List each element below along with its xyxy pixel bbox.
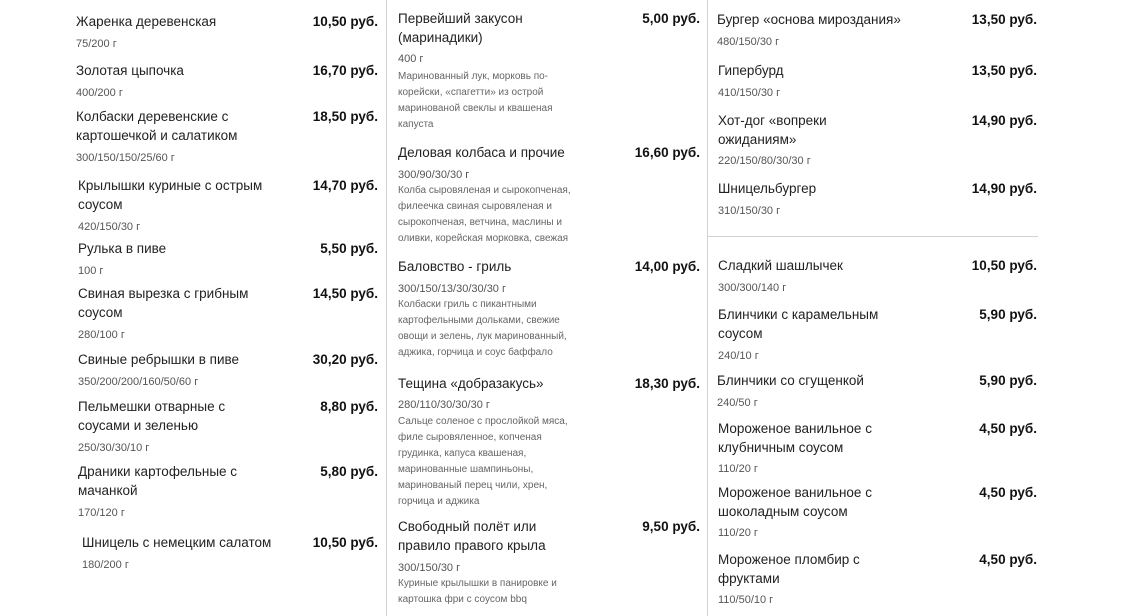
menu-item-weight: 300/90/30/30 г	[398, 169, 470, 181]
menu-item-name	[718, 111, 938, 149]
menu-item-name-line: шоколадным соусом	[718, 504, 848, 519]
menu-item-name	[78, 284, 272, 322]
menu-item-name-line: Свиная вырезка с грибным	[78, 286, 249, 301]
menu-item-price: 14,90 руб.	[971, 113, 1037, 128]
menu-item-weight: 300/150/13/30/30/30 г	[398, 283, 506, 295]
menu-item-price: 10,50 руб.	[312, 535, 378, 550]
menu-item-name	[78, 397, 272, 435]
menu-item-name	[82, 533, 276, 552]
menu-item-name-line: Баловство - гриль	[398, 259, 512, 274]
menu-item-name-line: Колбаски деревенские с	[76, 109, 229, 124]
menu-item-description-line: корейски, «спагетти» из острой	[398, 87, 544, 98]
menu-item-name-line: соусом	[78, 305, 123, 320]
menu-item-name	[398, 517, 598, 555]
menu-item-description-line: Колба сыровяленая и сырокопченая,	[398, 185, 571, 196]
menu-item-description-line: Сальце соленое с прослойкой мяса,	[398, 416, 568, 427]
menu-item-description-line: филе сыровяленное, копченая	[398, 432, 542, 443]
menu-item-price: 5,00 руб.	[642, 11, 700, 26]
menu-item-name-line: фруктами	[718, 571, 780, 586]
menu-item-weight: 240/50 г	[717, 397, 758, 409]
menu-item-name-line: (маринадики)	[398, 30, 483, 45]
menu-item-name	[78, 176, 272, 214]
menu-item-description	[398, 414, 568, 510]
menu-item-name-line: Мороженое ванильное с	[718, 485, 872, 500]
menu-item-description-line: филеечка свиная сыровяленая и	[398, 201, 552, 212]
menu-item-price: 18,50 руб.	[312, 109, 378, 124]
menu-item-price: 30,20 руб.	[312, 352, 378, 367]
menu-item-name-line: клубничным соусом	[718, 440, 844, 455]
menu-item-weight: 300/150/150/25/60 г	[76, 152, 175, 164]
menu-item-name	[78, 239, 272, 258]
menu-item-weight: 280/110/30/30/30 г	[398, 399, 490, 411]
menu-item-weight: 110/50/10 г	[718, 594, 774, 606]
menu-item-name	[398, 257, 598, 276]
menu-item-price: 4,50 руб.	[979, 421, 1037, 436]
column-divider	[386, 0, 387, 616]
menu-item-description-line: горчица и аджика	[398, 496, 480, 507]
menu-item-name-line: Драники картофельные с	[78, 464, 238, 479]
menu-item-description-line: аджика, горчица и соус баффало	[398, 347, 553, 358]
menu-item-weight: 350/200/200/160/50/60 г	[78, 376, 199, 388]
menu-item-name-line: Пельмешки отварные с	[78, 399, 226, 414]
menu-item-name	[76, 61, 270, 80]
menu-item-name-line: Рулька в пиве	[78, 241, 167, 256]
menu-item-weight: 300/150/30 г	[398, 562, 461, 574]
menu-item-name-line: Жаренка деревенская	[76, 14, 217, 29]
menu-item-description	[398, 183, 571, 247]
menu-item-price: 14,50 руб.	[312, 286, 378, 301]
menu-item-price: 14,90 руб.	[971, 181, 1037, 196]
menu-item-weight: 240/10 г	[718, 350, 759, 362]
menu-item-name-line: Блинчики со сгущенкой	[717, 373, 864, 388]
menu-item-price: 4,50 руб.	[979, 485, 1037, 500]
menu-item-name-line: ожиданиям»	[718, 132, 797, 147]
menu-item-description-line: Маринованный лук, морковь по-	[398, 71, 549, 82]
menu-item-name	[718, 179, 938, 198]
menu-item-name-line: Свиные ребрышки в пиве	[78, 352, 240, 367]
menu-item-price: 14,00 руб.	[634, 259, 700, 274]
menu-item-name	[718, 483, 938, 521]
menu-item-price: 9,50 руб.	[642, 519, 700, 534]
menu-item-name-line: Первейший закусон	[398, 11, 523, 26]
menu-item-price: 13,50 руб.	[971, 12, 1037, 27]
menu-item-weight: 400 г	[398, 53, 424, 65]
menu-item-weight: 220/150/80/30/30 г	[718, 155, 811, 167]
menu-item-name	[718, 61, 938, 80]
menu-item-description-line: Колбаски гриль с пикантными	[398, 299, 537, 310]
menu-item-price: 5,90 руб.	[979, 373, 1037, 388]
menu-item-name-line: Блинчики с карамельным	[718, 307, 879, 322]
menu-item-weight: 300/300/140 г	[718, 282, 787, 294]
menu-item-name-line: Тещина «добразакусь»	[398, 376, 544, 391]
menu-item-weight: 180/200 г	[82, 559, 129, 571]
menu-item-name-line: мачанкой	[78, 483, 138, 498]
menu-item-name	[76, 107, 270, 145]
menu-item-description-line: маринованый перец чили, хрен,	[398, 480, 548, 491]
menu-item-name-line: соусом	[718, 326, 763, 341]
menu-item-name	[717, 10, 937, 29]
menu-item-name-line: Деловая колбаса и прочие	[398, 145, 565, 160]
menu-item-name	[718, 550, 938, 588]
menu-item-price: 5,80 руб.	[320, 464, 378, 479]
menu-item-weight: 250/30/30/10 г	[78, 442, 150, 454]
menu-item-name-line: Мороженое ванильное с	[718, 421, 872, 436]
menu-item-name-line: соусом	[78, 197, 123, 212]
menu-item-name-line: соусами и зеленью	[78, 418, 199, 433]
menu-item-description-line: картошка фри с соусом bbq	[398, 594, 527, 605]
menu-item-weight: 280/100 г	[78, 329, 125, 341]
section-divider	[708, 236, 1038, 237]
menu-item-price: 18,30 руб.	[634, 376, 700, 391]
menu-item-description-line: овощи и зелень, лук маринованный,	[398, 331, 567, 342]
menu-item-description-line: грудинка, капуса квашеная,	[398, 448, 527, 459]
menu-item-name	[78, 350, 272, 369]
menu-item-name-line: Сладкий шашлычек	[718, 258, 843, 273]
menu-item-name	[78, 462, 272, 500]
menu-item-weight: 310/150/30 г	[718, 205, 781, 217]
menu-item-description-line: сырокопченая, ветчина, маслины и	[398, 217, 562, 228]
menu-item-name-line: Бургер «основа мироздания»	[717, 12, 901, 27]
menu-item-weight: 110/20 г	[718, 527, 758, 539]
menu-item-price: 13,50 руб.	[971, 63, 1037, 78]
menu-item-name-line: Мороженое пломбир с	[718, 552, 860, 567]
menu-item-name	[718, 305, 938, 343]
menu-item-name	[718, 256, 938, 275]
menu-item-description-line: маринованой свеклы и квашеная	[398, 103, 553, 114]
menu-item-price: 10,50 руб.	[312, 14, 378, 29]
menu-item-description-line: маринованные шампиньоны,	[398, 464, 534, 475]
menu-item-weight: 420/150/30 г	[78, 221, 141, 233]
menu-item-price: 16,60 руб.	[634, 145, 700, 160]
menu-item-description	[398, 576, 557, 608]
menu-item-name	[398, 143, 598, 162]
menu-item-name	[718, 419, 938, 457]
menu-item-description-line: картофельными дольками, свежие	[398, 315, 560, 326]
menu-item-weight: 480/150/30 г	[717, 36, 780, 48]
menu-item-description	[398, 69, 553, 133]
menu-item-price: 4,50 руб.	[979, 552, 1037, 567]
menu-item-name-line: Гипербурд	[718, 63, 784, 78]
menu-item-description-line: капуста	[398, 119, 434, 130]
menu-item-price: 8,80 руб.	[320, 399, 378, 414]
menu-item-name-line: Шницель с немецким салатом	[82, 535, 272, 550]
menu-item-weight: 400/200 г	[76, 87, 123, 99]
menu-item-price: 5,90 руб.	[979, 307, 1037, 322]
menu-item-weight: 170/120 г	[78, 507, 125, 519]
menu-item-name-line: правило правого крыла	[398, 538, 546, 553]
menu-item-name	[76, 12, 270, 31]
menu-item-name	[717, 371, 937, 390]
menu-item-weight: 100 г	[78, 265, 104, 277]
menu-item-name-line: Золотая цыпочка	[76, 63, 184, 78]
menu-item-name-line: Крылышки куриные с острым	[78, 178, 263, 193]
menu-item-name-line: Шницельбургер	[718, 181, 817, 196]
menu-item-price: 10,50 руб.	[971, 258, 1037, 273]
menu-item-name	[398, 9, 598, 47]
menu-item-name-line: Свободный полёт или	[398, 519, 537, 534]
menu-item-weight: 75/200 г	[76, 38, 117, 50]
menu-item-weight: 410/150/30 г	[718, 87, 781, 99]
menu-item-price: 14,70 руб.	[312, 178, 378, 193]
menu-item-description-line: оливки, корейская морковка, свежая	[398, 233, 569, 244]
menu-item-weight: 110/20 г	[718, 463, 758, 475]
menu-item-name-line: Хот-дог «вопреки	[718, 113, 827, 128]
column-divider	[707, 0, 708, 616]
menu-item-price: 5,50 руб.	[320, 241, 378, 256]
menu-item-price: 16,70 руб.	[312, 63, 378, 78]
menu-item-name	[398, 374, 598, 393]
menu-item-description	[398, 297, 567, 361]
menu-item-description-line: Куриные крылышки в панировке и	[398, 578, 557, 589]
menu-item-name-line: картошечкой и салатиком	[76, 128, 238, 143]
